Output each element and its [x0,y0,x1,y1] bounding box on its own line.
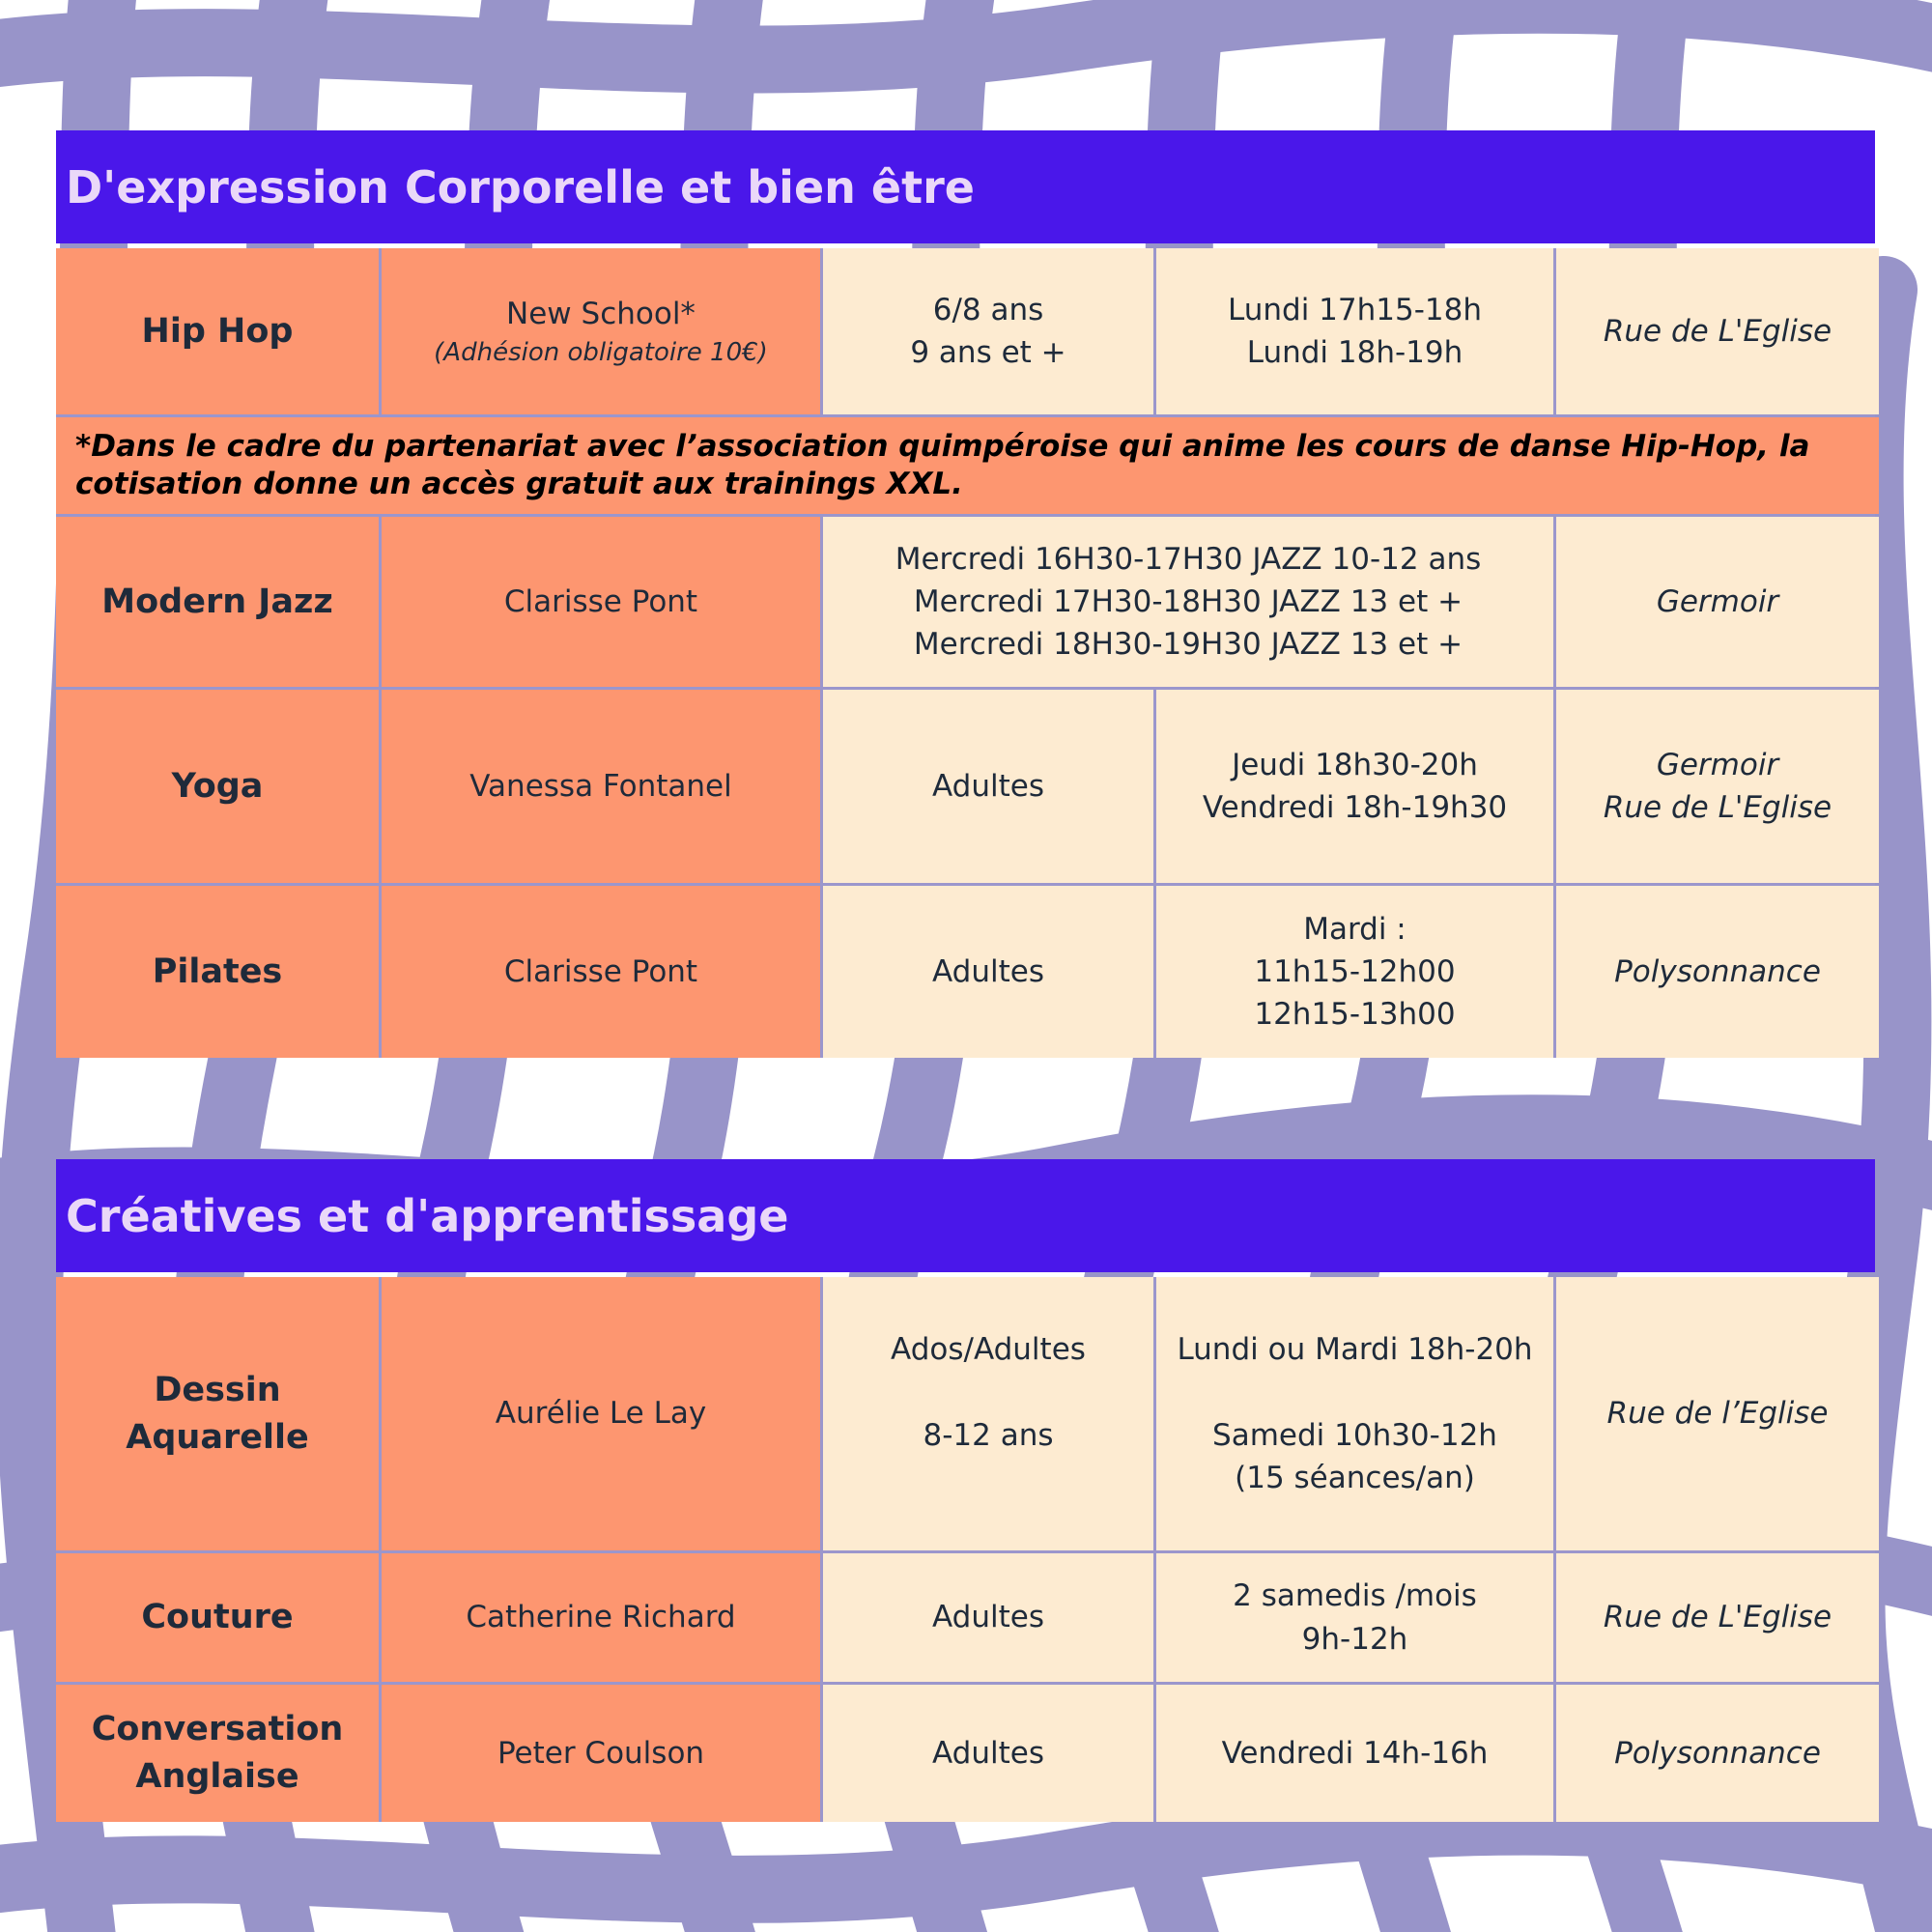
teacher-cell [382,248,820,414]
schedule-line: 2 samedis /mois [1233,1578,1477,1614]
schedule-cell [1156,1553,1553,1682]
activity-name: Modern Jazz [56,517,379,687]
age-cell [823,886,1153,1058]
section-expression-corporelle [56,130,1875,1058]
activities-table [56,1277,1875,1822]
schedule-cell [1156,248,1553,414]
age-line: Adultes [932,953,1044,989]
schedule-line: Jeudi 18h30-20h [1232,747,1478,782]
age-cell [823,690,1153,883]
activity-name: Couture [56,1553,379,1682]
schedule-line: Vendredi 14h-16h [1221,1735,1489,1771]
location-line: Germoir [1656,747,1779,782]
section-creatives [56,1159,1875,1822]
age-line: 9 ans et + [910,335,1066,370]
location-cell [1556,1277,1879,1550]
location-cell [1556,1553,1879,1682]
teacher-cell [382,1685,820,1822]
activity-line: Dessin [154,1370,281,1409]
location-line: Rue de L'Eglise [1603,790,1833,825]
schedule-merged-cell [823,517,1553,687]
teacher-name: Clarisse Pont [503,583,698,619]
age-line: Adultes [932,1600,1044,1635]
location-line: Polysonnance [1614,1735,1821,1771]
schedule-line: Mardi : [1303,911,1406,947]
location-cell [1556,690,1879,883]
activities-table [56,248,1875,1058]
location-cell [1556,517,1879,687]
location-line: Rue de L'Eglise [1603,1600,1833,1635]
schedule-line: Vendredi 18h-19h30 [1202,790,1508,825]
teacher-cell [382,1277,820,1550]
partnership-note: *Dans le cadre du partenariat avec l’association quimpéroise qui anime les cours de danse Hip-Hop, la cotisation donne un accès gratuit aux trainings XXL. [56,417,1879,514]
location-line: Germoir [1656,583,1779,619]
schedule-line: Mercredi 17H30-18H30 JAZZ 13 et + [913,583,1463,619]
activity-line: Conversation [91,1710,344,1748]
location-cell [1556,1685,1879,1822]
age-cell [823,1553,1153,1682]
teacher-name: Vanessa Fontanel [469,768,732,804]
age-line: Adultes [932,768,1044,804]
location-cell [1556,248,1879,414]
activity-name [56,1685,379,1822]
teacher-name: Clarisse Pont [503,953,698,989]
schedule-line: 9h-12h [1301,1621,1408,1657]
schedule-cell [1156,886,1553,1058]
schedule-line: Lundi ou Mardi 18h-20h [1177,1332,1533,1368]
teacher-cell [382,690,820,883]
schedule-line: Lundi 18h-19h [1246,335,1463,370]
teacher-note: (Adhésion obligatoire 10€) [434,337,768,367]
activity-line: Anglaise [135,1757,299,1796]
teacher-cell [382,517,820,687]
age-cell [823,1277,1153,1550]
schedule-line [1350,1371,1360,1413]
teacher-name: Aurélie Le Lay [495,1396,707,1432]
location-line: Polysonnance [1614,953,1821,989]
age-line [983,1371,993,1413]
teacher-cell [382,1553,820,1682]
location-line: Rue de L'Eglise [1603,313,1833,349]
location-line: Rue de l’Eglise [1606,1396,1829,1432]
age-line: 8-12 ans [923,1417,1054,1453]
age-line: 6/8 ans [932,292,1044,327]
schedule-line: (15 séances/an) [1235,1460,1475,1495]
schedule-cell [1156,690,1553,883]
activity-name: Hip Hop [56,248,379,414]
schedule-line: Mercredi 16H30-17H30 JAZZ 10-12 ans [895,541,1482,577]
schedule-line: Samedi 10h30-12h [1212,1417,1497,1453]
section-title: Créatives et d'apprentissage [56,1159,1875,1272]
age-cell [823,248,1153,414]
activity-name: Pilates [56,886,379,1058]
age-cell [823,1685,1153,1822]
section-title: D'expression Corporelle et bien être [56,130,1875,243]
schedule-line: Lundi 17h15-18h [1228,292,1482,327]
schedule-line: 11h15-12h00 [1254,953,1456,989]
activity-name [56,1277,379,1550]
schedule-line: Mercredi 18H30-19H30 JAZZ 13 et + [913,627,1463,662]
teacher-name: New School* [506,296,696,331]
schedule-cell [1156,1685,1553,1822]
activity-line: Aquarelle [126,1417,309,1457]
schedule-line: 12h15-13h00 [1254,997,1456,1032]
age-line: Adultes [932,1735,1044,1771]
teacher-name: Catherine Richard [466,1600,736,1635]
age-line: Ados/Adultes [891,1332,1086,1368]
teacher-cell [382,886,820,1058]
activity-name: Yoga [56,690,379,883]
teacher-name: Peter Coulson [497,1735,705,1771]
location-cell [1556,886,1879,1058]
schedule-cell [1156,1277,1553,1550]
age-line [983,1457,993,1499]
